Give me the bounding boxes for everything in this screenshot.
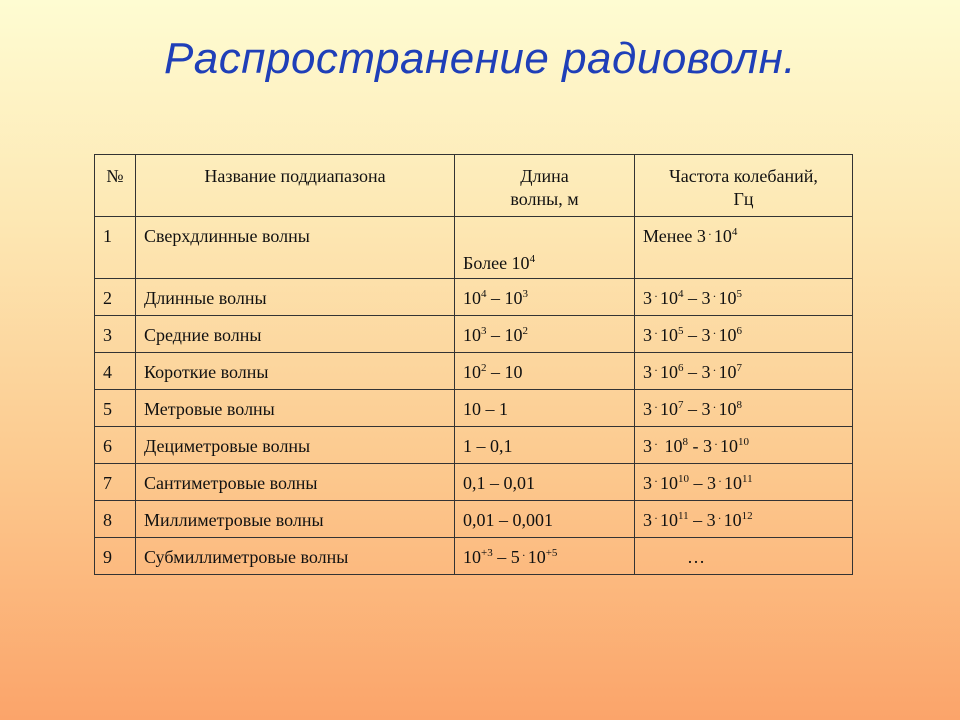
length-part: – 5 — [492, 547, 520, 567]
frequency-cell — [635, 316, 853, 353]
freq-part: 10 — [718, 362, 737, 382]
frequency-cell — [635, 427, 853, 464]
frequency-cell — [635, 464, 853, 501]
table-row — [95, 279, 853, 316]
freq-part: · — [654, 363, 658, 377]
freq-part: 10 — [718, 399, 737, 419]
freq-part: · — [712, 289, 717, 303]
freq-part: 10 — [660, 362, 678, 382]
subband-name: Миллиметровые волны — [136, 501, 455, 538]
freq-part: - 3 — [688, 436, 712, 456]
frequency-cell — [635, 501, 853, 538]
freq-part: 10 — [713, 226, 732, 246]
freq-part: 11 — [742, 473, 753, 485]
subband-name: Длинные волны — [136, 279, 455, 316]
freq-part: 10 — [660, 473, 678, 493]
freq-part: 12 — [741, 510, 753, 522]
freq-part: – 3 — [683, 288, 711, 308]
freq-part: · — [654, 437, 658, 451]
freq-part: 10 — [660, 288, 678, 308]
subband-name: Субмиллиметровые волны — [136, 538, 455, 575]
freq-part: · — [654, 326, 658, 340]
length-part: 3 — [481, 325, 487, 337]
wavelength-cell — [455, 390, 635, 427]
freq-part: · — [714, 437, 718, 451]
freq-part: 11 — [678, 510, 689, 522]
subband-name: Метровые волны — [136, 390, 455, 427]
freq-part: 3 — [643, 473, 652, 493]
frequency-cell — [635, 390, 853, 427]
subband-name: Сверхдлинные волны — [136, 217, 455, 279]
wavelength-cell — [455, 316, 635, 353]
slide-title: Распространение радиоволн. — [163, 34, 797, 83]
freq-part: · — [654, 289, 658, 303]
freq-part: 3 — [643, 436, 652, 456]
freq-part: 4 — [678, 288, 684, 300]
wavelength-cell — [455, 353, 635, 390]
wavelength-cell — [455, 427, 635, 464]
freq-part: · — [712, 326, 717, 340]
header-frequency-line1: Частота колебаний, — [669, 166, 818, 186]
freq-part: 4 — [731, 226, 738, 238]
table-row — [95, 538, 853, 575]
table-row — [95, 464, 853, 501]
row-number: 5 — [95, 390, 136, 427]
length-part: 0,01 – 0,001 — [463, 510, 553, 530]
freq-part: 3 — [643, 510, 652, 530]
freq-part: · — [654, 400, 658, 414]
row-number: 8 — [95, 501, 136, 538]
radio-wave-table — [94, 154, 853, 575]
freq-part: 10 — [723, 510, 742, 530]
header-length-line1: Длина — [520, 166, 569, 186]
table-row — [95, 501, 853, 538]
freq-part: Менее 3 — [643, 226, 706, 246]
freq-part: · — [654, 511, 658, 525]
freq-part: – 3 — [688, 510, 716, 530]
freq-part: 10 — [660, 399, 678, 419]
length-part: 3 — [522, 288, 528, 300]
length-part: +5 — [545, 547, 558, 559]
freq-part: 7 — [678, 399, 684, 411]
length-part: – 10 — [486, 362, 523, 382]
freq-part: · — [654, 474, 658, 488]
freq-part: 10 — [718, 288, 737, 308]
freq-part: 8 — [682, 436, 688, 448]
header-length — [455, 155, 635, 217]
length-part: 10 — [463, 325, 481, 345]
freq-part: 10 — [660, 325, 678, 345]
freq-part: 10 — [738, 436, 749, 448]
subband-name: Короткие волны — [136, 353, 455, 390]
table-row — [95, 217, 853, 279]
freq-part: – 3 — [683, 325, 711, 345]
header-name: Название поддиапазона — [136, 155, 455, 217]
length-part: 1 – 0,1 — [463, 436, 513, 456]
freq-part: 10 — [660, 510, 678, 530]
freq-part: 3 — [643, 399, 652, 419]
freq-part: · — [717, 511, 722, 525]
row-number: 4 — [95, 353, 136, 390]
table-row — [95, 353, 853, 390]
freq-part: 3 — [643, 362, 652, 382]
length-part: · — [521, 548, 526, 562]
freq-part: · — [718, 474, 722, 488]
freq-part: … — [687, 547, 705, 567]
wavelength-cell — [455, 464, 635, 501]
freq-part: 5 — [736, 288, 742, 300]
length-part: Более 10 — [463, 253, 530, 273]
freq-part: – 3 — [689, 473, 716, 493]
table-header-row — [95, 155, 853, 217]
wavelength-cell — [455, 217, 635, 279]
freq-part: 10 — [718, 325, 737, 345]
freq-part: 10 — [660, 436, 683, 456]
subband-name: Дециметровые волны — [136, 427, 455, 464]
freq-part: · — [712, 400, 717, 414]
freq-part: · — [712, 363, 717, 377]
freq-part: 10 — [678, 473, 689, 485]
length-part: +3 — [481, 547, 493, 559]
freq-part: 3 — [643, 288, 652, 308]
length-part: – 10 — [486, 288, 523, 308]
freq-part: – 3 — [683, 362, 711, 382]
subband-name: Средние волны — [136, 316, 455, 353]
frequency-cell — [635, 353, 853, 390]
subband-name: Сантиметровые волны — [136, 464, 455, 501]
header-number: № — [95, 155, 136, 217]
freq-part: · — [707, 227, 712, 241]
wavelength-cell — [455, 538, 635, 575]
header-length-line2: волны, м — [510, 189, 579, 209]
length-part: 10 — [463, 547, 481, 567]
wavelength-cell — [455, 279, 635, 316]
length-part: 4 — [481, 288, 487, 300]
frequency-cell — [635, 538, 853, 575]
freq-part: 3 — [643, 325, 652, 345]
length-part: – 10 — [486, 325, 523, 345]
freq-part: – 3 — [683, 399, 711, 419]
length-part: 4 — [529, 253, 536, 265]
length-part: 10 — [463, 288, 481, 308]
row-number: 6 — [95, 427, 136, 464]
freq-part: 8 — [736, 399, 742, 411]
frequency-cell — [635, 217, 853, 279]
freq-part: 5 — [678, 325, 684, 337]
length-part: 2 — [522, 325, 528, 337]
row-number: 9 — [95, 538, 136, 575]
length-part: 0,1 – 0,01 — [463, 473, 535, 493]
row-number: 7 — [95, 464, 136, 501]
table-row — [95, 390, 853, 427]
freq-part: 7 — [736, 362, 742, 374]
row-number: 3 — [95, 316, 136, 353]
length-part: 10 — [527, 547, 546, 567]
table-row — [95, 427, 853, 464]
row-number: 2 — [95, 279, 136, 316]
freq-part: 10 — [724, 473, 742, 493]
freq-part: 6 — [736, 325, 742, 337]
length-part: 2 — [481, 362, 487, 374]
wavelength-cell — [455, 501, 635, 538]
table-row — [95, 316, 853, 353]
row-number: 1 — [95, 217, 136, 279]
freq-part: 10 — [720, 436, 738, 456]
length-part: 10 — [463, 362, 481, 382]
length-part: 10 – 1 — [463, 399, 508, 419]
header-frequency-line2: Гц — [733, 189, 754, 209]
frequency-cell — [635, 279, 853, 316]
freq-part: 6 — [678, 362, 684, 374]
header-frequency — [635, 155, 853, 217]
